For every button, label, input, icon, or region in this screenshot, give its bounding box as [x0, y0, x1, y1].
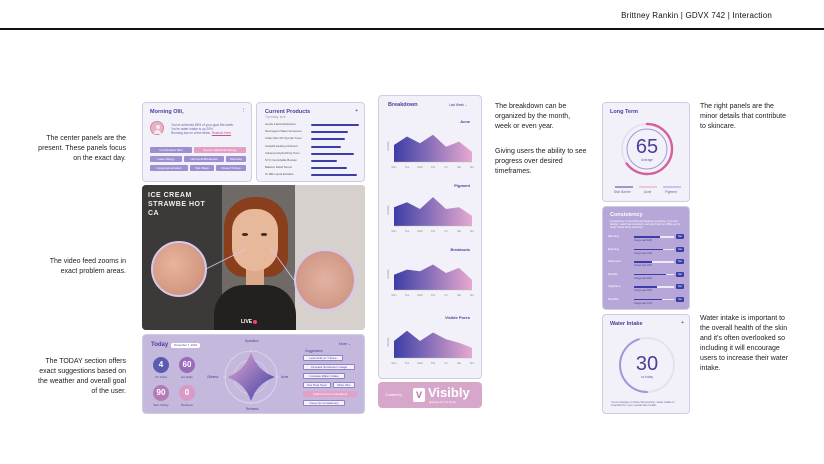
note-right-panels: The right panels are the minor details that contribute to skincare.	[700, 103, 786, 130]
uv-index-stat: 4	[153, 357, 169, 373]
brand-name: Visibly	[428, 385, 470, 400]
long-term-panel	[602, 102, 690, 202]
x-tick-label: Sun	[469, 362, 474, 364]
x-tick-label: Wed	[417, 166, 423, 168]
radar-axis-label: Oiliness	[207, 375, 219, 379]
breakdown-area	[394, 331, 472, 358]
created-by-label: Created by	[385, 393, 403, 397]
breakdown-chart-label: Visible Pores	[444, 315, 470, 320]
x-tick-label: Thu	[430, 230, 436, 232]
product-level-bar	[311, 153, 354, 155]
skin-clarity-stat: 90	[153, 385, 169, 401]
stat-label: UV Index	[154, 375, 168, 379]
breakdown-title: Breakdown	[388, 102, 418, 108]
today-more-link[interactable]: More ⌄	[339, 342, 351, 346]
brand-mark-icon: V	[413, 388, 425, 402]
water-caption: oz today	[640, 375, 654, 379]
note-center-panels: The center panels are the present. These panels focus on the exact day.	[38, 135, 126, 162]
suggestion-chip[interactable]: Visible Pores on Breakout	[303, 391, 357, 397]
x-tick-label: Sat	[457, 362, 461, 364]
x-tick-label: Tue	[404, 362, 410, 364]
suggestion-chip[interactable]: Less Acid on T-Zone	[303, 355, 343, 361]
x-tick-label: Wed	[417, 362, 423, 364]
consistency-fill	[634, 261, 652, 263]
x-tick-label: Sun	[469, 294, 474, 296]
x-tick-label: Fri	[444, 230, 448, 232]
note-breakdown-organize: The breakdown can be organized by the month, week or even year.	[495, 103, 571, 130]
consistency-row	[608, 257, 686, 269]
condition-tag[interactable]: Combination Skin	[150, 147, 192, 153]
consistency-row	[608, 232, 686, 244]
x-tick-label: Sun	[469, 230, 474, 232]
breakdown-area-chart[interactable]	[386, 126, 474, 168]
condition-tag[interactable]: Severe Ultraviolet Allergy	[194, 147, 246, 153]
x-tick-label: Thu	[430, 362, 436, 364]
greeting-title: Morning Olli,	[150, 109, 184, 115]
water-intake-title: Water Intake	[610, 321, 643, 327]
y-axis-label: Severity	[387, 337, 390, 347]
x-tick-label: Sun	[469, 166, 474, 168]
consistency-label: Morning	[608, 234, 619, 238]
redness-stat: 0	[179, 385, 195, 401]
stat-label: Redness	[181, 403, 193, 407]
consistency-fill	[634, 274, 666, 276]
live-indicator: LIVE	[241, 319, 257, 325]
consistency-label: Monthly	[608, 296, 619, 301]
stat-label: Humidity	[181, 375, 193, 379]
breakdown-area	[394, 197, 472, 226]
note-today-section: The TODAY section offers exact suggestions based on the weather and overall goal of the user.	[38, 358, 126, 395]
x-tick-label: Fri	[444, 166, 448, 168]
breakdown-area-chart[interactable]	[386, 190, 474, 232]
radar-axis-label: Hydration	[245, 339, 259, 343]
products-subtitle: Try today, love	[265, 115, 286, 119]
consistency-title: Consistency	[610, 212, 643, 218]
products-panel	[256, 102, 365, 182]
add-product-icon[interactable]: +	[355, 108, 359, 114]
consistency-row	[608, 245, 686, 257]
long-term-caption: Average	[641, 158, 653, 162]
consistency-set-button[interactable]: Set	[676, 284, 684, 289]
stat-label: Skin Clarity	[153, 403, 169, 407]
consistency-sub: Usage was 58%	[634, 289, 653, 292]
timeframe-select[interactable]: Last Week ⌄	[449, 103, 468, 107]
suggestion-chip[interactable]: Increase Sunscreen Usage	[303, 364, 355, 370]
product-name: Urban Skin RX Glycolic Toner	[265, 136, 302, 141]
suggestions-title: Suggestions	[305, 349, 323, 353]
breakdown-chart-label: Breakouts	[450, 247, 470, 252]
condition-tag[interactable]: Hyperpigmentation	[150, 165, 188, 171]
water-intake-panel	[602, 314, 690, 414]
consistency-fill	[634, 249, 663, 251]
product-name: NYC Nourishable Booster	[265, 158, 298, 162]
today-date-pill[interactable]: November 7, 2022	[171, 343, 200, 348]
y-axis-label: Severity	[387, 141, 390, 151]
consistency-label: Afternoon	[608, 259, 622, 263]
greeting-low-text: Running low on a few items. Restock Here	[171, 131, 232, 135]
water-message: You're already on three! Remember, water intake is important for your overall skin health.	[611, 400, 675, 408]
today-title: Today	[151, 342, 169, 348]
consistency-row	[608, 270, 686, 282]
consistency-fill	[634, 286, 657, 288]
consistency-fill	[634, 299, 662, 301]
consistency-set-button[interactable]: Set	[676, 234, 684, 239]
chevron-down-icon: ⌄	[347, 342, 351, 346]
consistency-set-button[interactable]: Set	[676, 297, 684, 302]
legend-label: Acne	[644, 190, 652, 194]
products-title: Current Products	[265, 109, 311, 115]
condition-tag[interactable]: Skin Bags	[190, 165, 214, 171]
breakdown-area	[394, 265, 472, 291]
consistency-row	[608, 282, 686, 294]
greeting-water-text: You're water intake is up 20%.	[171, 127, 214, 131]
legend-label: Skin Barrier	[614, 190, 631, 194]
long-term-title: Long Term	[610, 109, 639, 115]
product-item[interactable]	[265, 129, 365, 135]
product-item[interactable]	[265, 144, 365, 150]
consistency-row	[608, 295, 686, 307]
legend-label: Pigment	[665, 190, 677, 194]
consistency-set-button[interactable]: Set	[676, 259, 684, 264]
video-sign-text: ICE CREAM STRAWBE HOT CA	[148, 192, 206, 217]
add-water-icon[interactable]: +	[681, 320, 685, 326]
product-name: Balance Relief Serum	[265, 165, 293, 170]
avatar[interactable]	[150, 121, 164, 135]
brand-tagline: skincare for the future	[429, 400, 457, 404]
breakdown-area-chart[interactable]	[386, 254, 474, 296]
greeting-more-icon[interactable]: ⋮	[241, 108, 247, 114]
live-dot-icon	[253, 320, 257, 324]
y-axis-label: Severity	[387, 269, 390, 279]
x-tick-label: Tue	[404, 294, 410, 296]
product-level-bar	[311, 146, 341, 148]
product-level-bar	[311, 131, 348, 133]
page-title: Brittney Rankin | GDVX 742 | Interaction	[621, 11, 772, 20]
product-level-bar	[311, 160, 337, 162]
long-term-value: 65	[635, 136, 659, 158]
suggestion-chip[interactable]: Increase Water Intake	[303, 373, 345, 379]
breakdown-chart-label: Acne	[460, 119, 470, 124]
x-tick-label: Fri	[444, 294, 448, 296]
restock-link[interactable]: Restock Here	[211, 131, 232, 135]
consistency-sub: Usage was 80%	[634, 276, 653, 280]
product-level-bar	[311, 138, 345, 140]
product-name: Neutrogena Water Sunscreen	[265, 129, 302, 134]
x-tick-label: Sat	[457, 166, 461, 168]
suggestion-chip[interactable]: Keep Up Consistency	[303, 400, 345, 406]
product-item[interactable]	[265, 172, 365, 178]
x-tick-label: Mon	[391, 230, 397, 232]
consistency-sub: Usage was 70%	[634, 301, 653, 305]
zoom-connector-lines	[142, 185, 365, 330]
radar-axis-label: Acne	[281, 375, 289, 379]
product-item[interactable]	[265, 136, 365, 142]
note-video-feed: The video feed zooms in exact problem areas.	[49, 258, 126, 275]
page-header	[0, 0, 824, 30]
today-panel	[142, 334, 365, 414]
breakdown-area	[394, 135, 472, 162]
x-tick-label: Wed	[417, 230, 423, 232]
x-tick-label: Mon	[391, 362, 397, 364]
consistency-description: Consistency is important and tracking everything. If you fall behind - reach the consistent, and start back up. While you're ready "Keep doing amazing".	[610, 220, 681, 230]
suggestion-chip[interactable]: Use Peel Soon	[303, 382, 331, 388]
live-video-feed[interactable]	[142, 185, 365, 330]
y-axis-label: Severity	[387, 205, 390, 215]
product-item[interactable]	[265, 151, 365, 157]
product-name: Cetaphil Healing Ointment	[265, 143, 298, 148]
x-tick-label: Wed	[417, 294, 423, 296]
consistency-sub: Usage was 64%	[634, 239, 653, 242]
water-value: 30	[635, 353, 659, 375]
condition-tag[interactable]: Latex Allergy	[150, 156, 182, 162]
consistency-sub: Usage was 72%	[634, 251, 653, 255]
product-item[interactable]	[265, 122, 365, 128]
x-tick-label: Fri	[444, 362, 448, 364]
consistency-label: Weekly	[608, 271, 618, 276]
consistency-sub: Usage was 45%	[634, 264, 653, 267]
note-breakdown-progress: Giving users the ability to see progress over desired timeframes.	[495, 148, 587, 175]
x-tick-label: Sat	[457, 294, 461, 296]
greeting-goal-text: You've achieved 65% of your goal this week.	[171, 123, 234, 127]
product-level-bar	[311, 124, 359, 126]
x-tick-label: Mon	[391, 294, 397, 296]
product-name: Advanced Hydrolizing Toner	[265, 150, 300, 155]
humidity-stat: 60	[179, 357, 195, 373]
x-tick-label: Sat	[457, 230, 461, 232]
x-tick-label: Thu	[430, 294, 436, 296]
product-item[interactable]	[265, 165, 365, 171]
product-name: Gentle Facial Moisturizer	[265, 122, 296, 126]
consistency-label: Evening	[608, 246, 619, 251]
x-tick-label: Thu	[430, 166, 436, 168]
consistency-label: Nighttime	[608, 284, 621, 288]
note-water-intake: Water intake is important to the overall health of the skin and it's often overlooked so including it will encourage users to increase their water intake.	[700, 315, 788, 372]
consistency-fill	[634, 236, 660, 238]
product-level-bar	[311, 174, 357, 176]
condition-tag[interactable]: Hormonal Breakouts	[184, 156, 224, 162]
product-item[interactable]	[265, 158, 365, 164]
greeting-panel	[142, 102, 252, 182]
consistency-set-button[interactable]: Set	[676, 272, 684, 277]
brand-logo	[378, 382, 482, 408]
skin-radar-chart	[211, 341, 291, 413]
consistency-set-button[interactable]: Set	[676, 247, 684, 252]
product-level-bar	[311, 167, 347, 169]
suggestion-chip[interactable]: More Zinc	[333, 382, 355, 388]
chevron-down-icon: ⌄	[464, 103, 468, 107]
condition-tag[interactable]: Closed T-Zone	[216, 165, 246, 171]
x-tick-label: Tue	[404, 230, 410, 232]
x-tick-label: Mon	[391, 166, 397, 168]
breakdown-area-chart[interactable]	[386, 322, 474, 364]
product-name: 3x Milk Liquid Exfoliant	[265, 172, 294, 177]
radar-axis-label: Redness	[246, 407, 259, 411]
condition-tag[interactable]: Flaccidity	[226, 156, 246, 162]
x-tick-label: Tue	[404, 166, 410, 168]
breakdown-chart-label: Pigment	[454, 183, 470, 188]
